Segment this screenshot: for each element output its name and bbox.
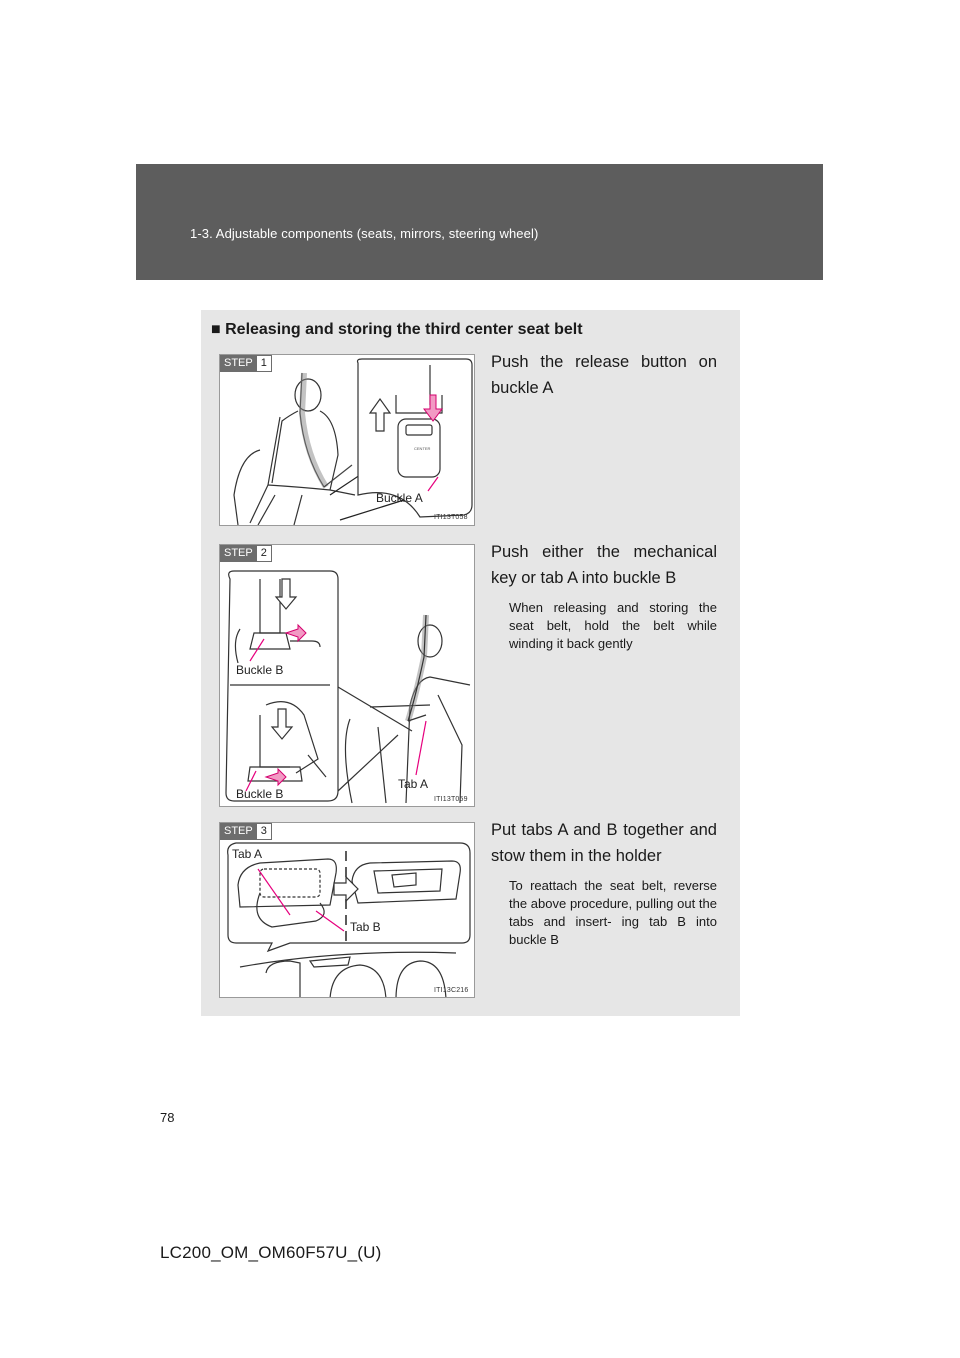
step-1-badge — [220, 355, 272, 372]
label-buckle-b-bottom: Buckle B — [236, 787, 284, 801]
step-badge-label: STEP — [220, 545, 257, 562]
step-3-instruction: Put tabs A and B together and stow them in the holder — [491, 821, 717, 865]
step-2-instruction: Push either the mechanical key or tab A into buckle B — [491, 543, 717, 587]
svg-text:CENTER: CENTER — [414, 446, 431, 451]
label-tab-a: Tab A — [398, 777, 429, 791]
step-3-note: To reattach the seat belt, reverse the above procedure, pulling out the tabs and insert- ing tab B into buckle B — [509, 878, 717, 947]
step-badge-label: STEP — [220, 823, 257, 840]
label-buckle-a: Buckle A — [376, 491, 423, 505]
step-badge-number: 3 — [257, 823, 272, 840]
page-number: 78 — [160, 1110, 175, 1125]
content-box — [201, 310, 740, 1016]
step-3-badge — [220, 823, 272, 840]
document-code: LC200_OM_OM60F57U_(U) — [160, 1243, 382, 1262]
label-buckle-b-top: Buckle B — [236, 663, 284, 677]
step-1-text — [491, 349, 717, 401]
step-2-badge — [220, 545, 272, 562]
step-1-figure — [219, 354, 475, 526]
step-3-figure — [219, 822, 475, 998]
figure-code: ITI13T059 — [434, 796, 468, 803]
step-badge-number: 2 — [257, 545, 272, 562]
step-3-text — [491, 817, 717, 949]
label-tab-a: Tab A — [232, 847, 263, 861]
step-2-text — [491, 539, 717, 653]
section-title: 1-3. Adjustable components (seats, mirrors, steering wheel) — [190, 226, 539, 241]
step-badge-number: 1 — [257, 355, 272, 372]
label-tab-b: Tab B — [350, 920, 381, 934]
seat-belt-illustration-1 — [220, 355, 475, 526]
box-heading: ■ Releasing and storing the third center seat belt — [211, 321, 583, 338]
header-band — [136, 164, 823, 280]
step-2-note: When releasing and storing the seat belt, hold the belt while winding it back gently — [509, 600, 717, 651]
figure-code: ITI13C216 — [434, 987, 469, 994]
step-2-figure — [219, 544, 475, 807]
step-badge-label: STEP — [220, 355, 257, 372]
figure-code: ITI13T058 — [434, 514, 468, 521]
step-1-instruction: Push the release button on buckle A — [491, 353, 717, 397]
